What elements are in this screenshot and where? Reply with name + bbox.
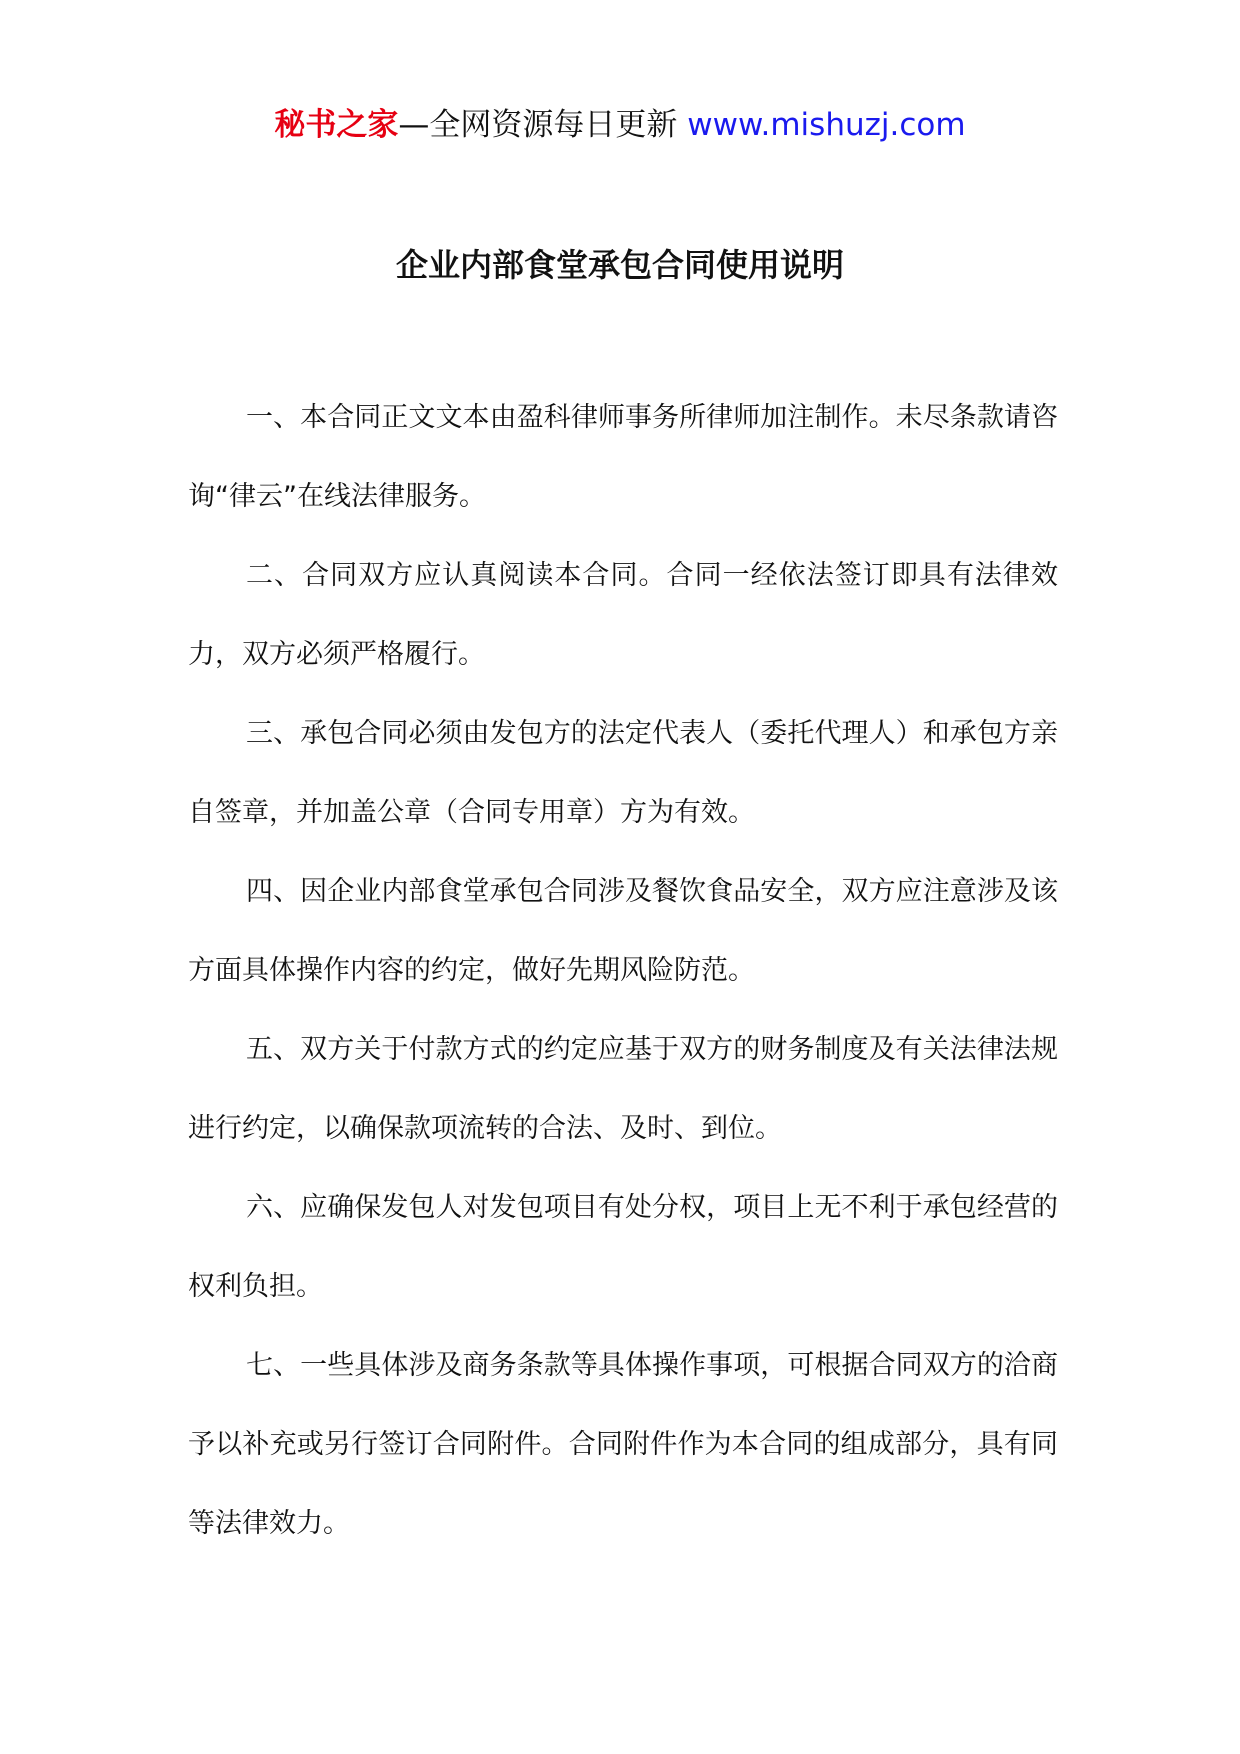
paragraph-5: 五、双方关于付款方式的约定应基于双方的财务制度及有关法律法规进行约定，以确保款项流转的合法、及时、到位。 (188, 1034, 1058, 1144)
paragraph-4: 四、因企业内部食堂承包合同涉及餐饮食品安全，双方应注意涉及该方面具体操作内容的约定，做好先期风险防范。 (188, 876, 1058, 986)
brand-name: 秘书之家 (274, 107, 399, 143)
site-header (0, 100, 1240, 150)
paragraph-7: 七、一些具体涉及商务条款等具体操作事项，可根据合同双方的洽商予以补充或另行签订合同附件。合同附件作为本合同的组成部分，具有同等法律效力。 (188, 1350, 1058, 1539)
header-slogan: —全网资源每日更新 (398, 107, 678, 143)
paragraph-1: 一、本合同正文文本由盈科律师事务所律师加注制作。未尽条款请咨询“律云”在线法律服务。 (188, 402, 1058, 512)
document-title: 企业内部食堂承包合同使用说明 (395, 246, 844, 284)
paragraph-6: 六、应确保发包人对发包项目有处分权，项目上无不利于承包经营的权利负担。 (188, 1192, 1058, 1302)
paragraph-3: 三、承包合同必须由发包方的法定代表人（委托代理人）和承包方亲自签章，并加盖公章（合同专用章）方为有效。 (188, 718, 1058, 828)
site-url-link[interactable]: www.mishuzj.com (687, 107, 966, 143)
paragraph-2: 二、合同双方应认真阅读本合同。合同一经依法签订即具有法律效力，双方必须严格履行。 (188, 560, 1058, 670)
document-body (188, 378, 1058, 1563)
